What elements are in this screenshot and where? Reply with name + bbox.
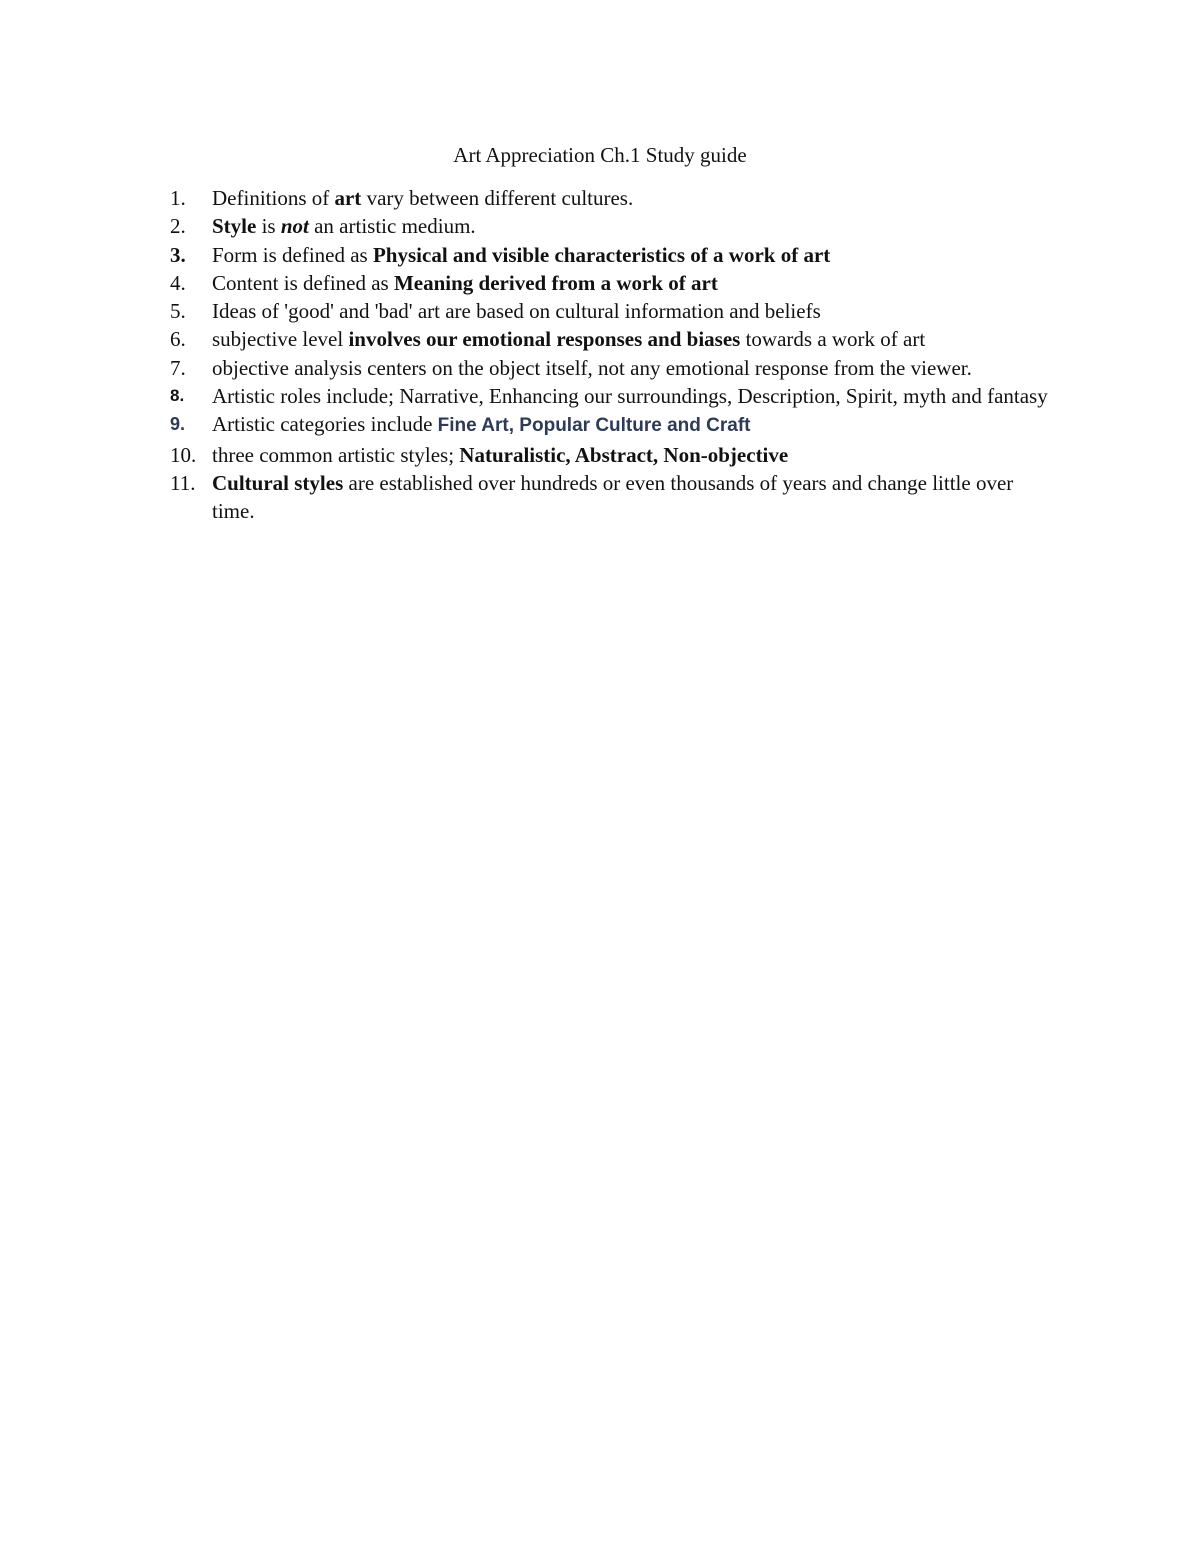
list-item-9 (170, 410, 1050, 440)
item-text: Artistic categories include (212, 412, 438, 437)
item-text: subjective level (212, 327, 349, 352)
item-number: 9. (170, 414, 186, 435)
item-text: towards a work of art (740, 327, 926, 352)
item-text: is (256, 214, 281, 239)
item-number: 3. (170, 242, 186, 267)
item-text: Ideas of 'good' and 'bad' art are based on cultural information and beliefs (212, 299, 821, 324)
item-emphasis: Style (212, 214, 257, 239)
item-number: 5. (170, 299, 186, 324)
list-item-4 (170, 269, 1050, 297)
item-emphasis: Physical and visible characteristics of a work of art (372, 242, 831, 267)
list-item-2 (170, 212, 1050, 240)
item-number: 7. (170, 355, 186, 380)
item-number: 11. (170, 470, 196, 495)
item-emphasis: involves our emotional responses and biases (348, 327, 741, 352)
item-text: objective analysis centers on the object itself, not any emotional response from the viewer. (212, 355, 972, 380)
item-text: Form is defined as (212, 242, 373, 267)
item-emphasis: Cultural styles (212, 470, 344, 495)
item-number: 1. (170, 186, 186, 210)
list-item-10 (170, 441, 1050, 469)
item-text: three common artistic styles; (212, 442, 460, 467)
item-text: Content is defined as (212, 270, 394, 295)
list-item-11 (170, 469, 1050, 526)
list-item-1 (170, 184, 1050, 212)
item-text: an artistic medium. (308, 214, 476, 239)
list-item-6 (170, 325, 1050, 353)
item-text: Definitions of (212, 186, 335, 210)
item-number: 2. (170, 214, 186, 239)
item-number: 10. (170, 442, 197, 467)
item-emphasis: Naturalistic, Abstract, Non-objective (459, 442, 789, 467)
list-item-3 (170, 241, 1050, 269)
item-emphasis: art (334, 186, 362, 210)
page-title: Art Appreciation Ch.1 Study guide (453, 143, 747, 167)
list-item-5 (170, 297, 1050, 325)
item-text: are established over hundreds or even thousands of years and change little over time. (212, 470, 1014, 524)
list-item-7 (170, 354, 1050, 382)
study-guide-list (170, 184, 1050, 526)
item-number: 6. (170, 327, 186, 352)
item-emphasis: Meaning derived from a work of art (393, 270, 718, 295)
item-emphasis-accent: Fine Art, Popular Culture and Craft (437, 415, 751, 437)
item-number: 8. (170, 386, 185, 406)
item-text: vary between different cultures. (361, 186, 634, 210)
item-text: Artistic roles include; Narrative, Enhancing our surroundings, Description, Spirit, myth and fantasy (212, 384, 1048, 409)
item-number: 4. (170, 270, 186, 295)
item-emphasis-italic: not (280, 214, 309, 239)
list-item-8 (170, 382, 1050, 410)
